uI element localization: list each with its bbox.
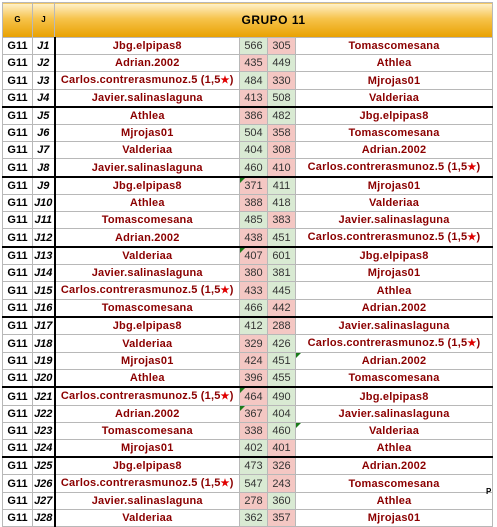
star-icon: ★: [467, 232, 477, 243]
away-score-cell[interactable]: 360: [268, 493, 296, 510]
match-row: [3, 317, 493, 335]
match-row: [3, 90, 493, 108]
away-score-cell[interactable]: 445: [268, 282, 296, 300]
group-cell[interactable]: G11: [3, 72, 33, 90]
star-icon: ★: [467, 162, 477, 173]
home-team-cell[interactable]: Valderiaa: [55, 510, 240, 527]
round-cell[interactable]: J10: [33, 195, 55, 212]
home-team-cell[interactable]: Adrian.2002: [55, 406, 240, 423]
away-team-cell[interactable]: Athlea: [296, 493, 493, 510]
match-row: [3, 300, 493, 318]
round-cell[interactable]: J27: [33, 493, 55, 510]
away-team-cell[interactable]: Adrian.2002: [296, 300, 493, 318]
match-row: [3, 335, 493, 353]
home-score-cell[interactable]: 547: [240, 475, 268, 493]
away-score-cell[interactable]: 401: [268, 440, 296, 458]
home-score-cell[interactable]: 388: [240, 195, 268, 212]
away-score-cell[interactable]: 490: [268, 387, 296, 406]
match-row: [3, 265, 493, 282]
match-row: [3, 387, 493, 406]
match-row: [3, 457, 493, 475]
home-team-cell[interactable]: Javier.salinaslaguna: [55, 493, 240, 510]
home-score-cell[interactable]: 396: [240, 370, 268, 388]
away-team-cell[interactable]: Mjrojas01: [296, 72, 493, 90]
away-team-cell[interactable]: Jbg.elpipas8: [296, 107, 493, 125]
match-row: [3, 282, 493, 300]
away-score-cell[interactable]: 358: [268, 125, 296, 142]
match-row: [3, 493, 493, 510]
away-score-cell[interactable]: 449: [268, 55, 296, 72]
round-cell[interactable]: J11: [33, 212, 55, 229]
home-team-cell[interactable]: Carlos.contrerasmunoz.5 (1,5★): [55, 475, 240, 493]
home-score-cell[interactable]: 412: [240, 317, 268, 335]
match-row: [3, 247, 493, 265]
away-score-cell[interactable]: 308: [268, 142, 296, 159]
round-cell[interactable]: J20: [33, 370, 55, 388]
round-cell[interactable]: J28: [33, 510, 55, 527]
match-row: [3, 38, 493, 55]
round-cell[interactable]: J8: [33, 159, 55, 178]
home-team-cell[interactable]: Jbg.elpipas8: [55, 38, 240, 55]
away-score-cell[interactable]: 455: [268, 370, 296, 388]
match-row: [3, 177, 493, 195]
home-team-cell[interactable]: Tomascomesana: [55, 423, 240, 440]
header-row: [3, 3, 493, 38]
home-team-cell[interactable]: Adrian.2002: [55, 55, 240, 72]
match-row: [3, 125, 493, 142]
away-score-cell[interactable]: 460: [268, 423, 296, 440]
match-rows: [3, 38, 493, 527]
match-row: [3, 229, 493, 248]
home-team-cell[interactable]: Adrian.2002: [55, 229, 240, 248]
home-team-cell[interactable]: Valderiaa: [55, 142, 240, 159]
round-cell[interactable]: J6: [33, 125, 55, 142]
round-cell[interactable]: J16: [33, 300, 55, 318]
home-team-cell[interactable]: Jbg.elpipas8: [55, 317, 240, 335]
home-score-cell[interactable]: 433: [240, 282, 268, 300]
star-icon: ★: [220, 391, 230, 402]
away-team-cell[interactable]: Carlos.contrerasmunoz.5 (1,5★): [296, 159, 493, 178]
home-team-cell[interactable]: Javier.salinaslaguna: [55, 159, 240, 178]
home-team-cell[interactable]: Carlos.contrerasmunoz.5 (1,5★): [55, 387, 240, 406]
group-cell[interactable]: G11: [3, 212, 33, 229]
match-row: [3, 55, 493, 72]
home-score-cell[interactable]: 329: [240, 335, 268, 353]
home-score-cell[interactable]: 504: [240, 125, 268, 142]
match-row: [3, 195, 493, 212]
home-score-cell[interactable]: 438: [240, 229, 268, 248]
home-score-cell[interactable]: 367: [240, 406, 268, 423]
round-cell[interactable]: J2: [33, 55, 55, 72]
away-score-cell[interactable]: 426: [268, 335, 296, 353]
home-score-cell[interactable]: 466: [240, 300, 268, 318]
home-score-cell[interactable]: 485: [240, 212, 268, 229]
home-team-cell[interactable]: Valderiaa: [55, 335, 240, 353]
match-row: [3, 423, 493, 440]
round-cell[interactable]: J22: [33, 406, 55, 423]
round-cell[interactable]: J14: [33, 265, 55, 282]
home-score-cell[interactable]: 402: [240, 440, 268, 458]
home-score-cell[interactable]: 424: [240, 353, 268, 370]
round-cell[interactable]: J13: [33, 247, 55, 265]
group-cell[interactable]: G11: [3, 370, 33, 388]
home-score-cell[interactable]: 371: [240, 177, 268, 195]
away-team-cell[interactable]: Adrian.2002: [296, 353, 493, 370]
group-cell[interactable]: G11: [3, 406, 33, 423]
group-cell[interactable]: G11: [3, 282, 33, 300]
away-score-cell[interactable]: 381: [268, 265, 296, 282]
round-cell[interactable]: J7: [33, 142, 55, 159]
group-cell[interactable]: G11: [3, 387, 33, 406]
away-team-cell[interactable]: Jbg.elpipas8: [296, 387, 493, 406]
home-team-cell[interactable]: Mjrojas01: [55, 440, 240, 458]
match-row: [3, 510, 493, 527]
group-cell[interactable]: G11: [3, 510, 33, 527]
round-cell[interactable]: J24: [33, 440, 55, 458]
match-row: [3, 406, 493, 423]
group-cell[interactable]: G11: [3, 195, 33, 212]
home-score-cell[interactable]: 435: [240, 55, 268, 72]
group-cell[interactable]: G11: [3, 335, 33, 353]
group-cell[interactable]: G11: [3, 107, 33, 125]
match-row: [3, 440, 493, 458]
match-row: [3, 370, 493, 388]
home-team-cell[interactable]: Tomascomesana: [55, 212, 240, 229]
side-label: P: [486, 487, 492, 496]
home-team-cell[interactable]: Athlea: [55, 370, 240, 388]
group-cell[interactable]: G11: [3, 317, 33, 335]
round-cell[interactable]: J1: [33, 38, 55, 55]
home-team-cell[interactable]: Jbg.elpipas8: [55, 457, 240, 475]
home-team-cell[interactable]: Athlea: [55, 107, 240, 125]
group-cell[interactable]: G11: [3, 90, 33, 108]
home-score-cell[interactable]: 380: [240, 265, 268, 282]
home-team-cell[interactable]: Carlos.contrerasmunoz.5 (1,5★): [55, 282, 240, 300]
round-cell[interactable]: J18: [33, 335, 55, 353]
star-icon: ★: [467, 338, 477, 349]
home-score-cell[interactable]: 362: [240, 510, 268, 527]
away-team-cell[interactable]: Tomascomesana: [296, 475, 493, 493]
home-team-cell[interactable]: Carlos.contrerasmunoz.5 (1,5★): [55, 72, 240, 90]
away-score-cell[interactable]: 418: [268, 195, 296, 212]
group-cell[interactable]: G11: [3, 247, 33, 265]
header-j[interactable]: J: [33, 3, 55, 38]
away-score-cell[interactable]: 326: [268, 457, 296, 475]
home-score-cell[interactable]: 460: [240, 159, 268, 178]
group-cell[interactable]: G11: [3, 229, 33, 248]
home-team-cell[interactable]: Mjrojas01: [55, 125, 240, 142]
group-cell[interactable]: G11: [3, 457, 33, 475]
away-team-cell[interactable]: Jbg.elpipas8: [296, 247, 493, 265]
group-cell[interactable]: G11: [3, 38, 33, 55]
match-row: [3, 72, 493, 90]
home-score-cell[interactable]: 473: [240, 457, 268, 475]
away-team-cell[interactable]: Javier.salinaslaguna: [296, 406, 493, 423]
group-cell[interactable]: G11: [3, 353, 33, 370]
home-team-cell[interactable]: Jbg.elpipas8: [55, 177, 240, 195]
away-team-cell[interactable]: Mjrojas01: [296, 510, 493, 527]
away-score-cell[interactable]: 451: [268, 353, 296, 370]
round-cell[interactable]: J23: [33, 423, 55, 440]
match-row: [3, 107, 493, 125]
round-cell[interactable]: J12: [33, 229, 55, 248]
star-icon: ★: [220, 285, 230, 296]
home-team-cell[interactable]: Valderiaa: [55, 247, 240, 265]
round-cell[interactable]: J26: [33, 475, 55, 493]
group-cell[interactable]: G11: [3, 440, 33, 458]
header-g[interactable]: G: [3, 3, 33, 38]
home-score-cell[interactable]: 278: [240, 493, 268, 510]
away-score-cell[interactable]: 411: [268, 177, 296, 195]
home-score-cell[interactable]: 338: [240, 423, 268, 440]
away-score-cell[interactable]: 288: [268, 317, 296, 335]
away-score-cell[interactable]: 508: [268, 90, 296, 108]
away-score-cell[interactable]: 383: [268, 212, 296, 229]
away-score-cell[interactable]: 404: [268, 406, 296, 423]
round-cell[interactable]: J3: [33, 72, 55, 90]
home-team-cell[interactable]: Tomascomesana: [55, 300, 240, 318]
away-team-cell[interactable]: Javier.salinaslaguna: [296, 317, 493, 335]
group-cell[interactable]: G11: [3, 423, 33, 440]
away-team-cell[interactable]: Carlos.contrerasmunoz.5 (1,5★): [296, 335, 493, 353]
round-cell[interactable]: J15: [33, 282, 55, 300]
away-score-cell[interactable]: 601: [268, 247, 296, 265]
away-team-cell[interactable]: Athlea: [296, 55, 493, 72]
away-score-cell[interactable]: 357: [268, 510, 296, 527]
group-table: [2, 2, 493, 527]
home-score-cell[interactable]: 464: [240, 387, 268, 406]
home-score-cell[interactable]: 386: [240, 107, 268, 125]
group-cell[interactable]: G11: [3, 142, 33, 159]
group-cell[interactable]: G11: [3, 265, 33, 282]
away-team-cell[interactable]: Tomascomesana: [296, 38, 493, 55]
home-team-cell[interactable]: Mjrojas01: [55, 353, 240, 370]
group-cell[interactable]: G11: [3, 55, 33, 72]
away-team-cell[interactable]: Mjrojas01: [296, 177, 493, 195]
group-cell[interactable]: G11: [3, 125, 33, 142]
round-cell[interactable]: J25: [33, 457, 55, 475]
home-score-cell[interactable]: 566: [240, 38, 268, 55]
round-cell[interactable]: J21: [33, 387, 55, 406]
away-team-cell[interactable]: Javier.salinaslaguna: [296, 212, 493, 229]
away-score-cell[interactable]: 482: [268, 107, 296, 125]
home-score-cell[interactable]: 413: [240, 90, 268, 108]
away-team-cell[interactable]: Tomascomesana: [296, 125, 493, 142]
away-team-cell[interactable]: Valderiaa: [296, 423, 493, 440]
away-score-cell[interactable]: 243: [268, 475, 296, 493]
home-score-cell[interactable]: 484: [240, 72, 268, 90]
group-cell[interactable]: G11: [3, 177, 33, 195]
round-cell[interactable]: J19: [33, 353, 55, 370]
home-team-cell[interactable]: Athlea: [55, 195, 240, 212]
away-score-cell[interactable]: 451: [268, 229, 296, 248]
star-icon: ★: [220, 75, 230, 86]
away-score-cell[interactable]: 305: [268, 38, 296, 55]
round-cell[interactable]: J4: [33, 90, 55, 108]
group-cell[interactable]: G11: [3, 300, 33, 318]
away-team-cell[interactable]: Athlea: [296, 440, 493, 458]
match-row: [3, 475, 493, 493]
round-cell[interactable]: J17: [33, 317, 55, 335]
match-row: [3, 142, 493, 159]
away-team-cell[interactable]: Tomascomesana: [296, 370, 493, 388]
away-score-cell[interactable]: 410: [268, 159, 296, 178]
away-team-cell[interactable]: Athlea: [296, 282, 493, 300]
home-score-cell[interactable]: 407: [240, 247, 268, 265]
away-team-cell[interactable]: Adrian.2002: [296, 457, 493, 475]
home-score-cell[interactable]: 404: [240, 142, 268, 159]
away-team-cell[interactable]: Valderiaa: [296, 90, 493, 108]
group-cell[interactable]: G11: [3, 159, 33, 178]
away-team-cell[interactable]: Mjrojas01: [296, 265, 493, 282]
match-row: [3, 212, 493, 229]
away-score-cell[interactable]: 442: [268, 300, 296, 318]
round-cell[interactable]: J9: [33, 177, 55, 195]
group-cell[interactable]: G11: [3, 475, 33, 493]
away-team-cell[interactable]: Valderiaa: [296, 195, 493, 212]
group-cell[interactable]: G11: [3, 493, 33, 510]
away-team-cell[interactable]: Adrian.2002: [296, 142, 493, 159]
group-title[interactable]: GRUPO 11: [55, 3, 493, 38]
match-row: [3, 159, 493, 178]
round-cell[interactable]: J5: [33, 107, 55, 125]
home-team-cell[interactable]: Javier.salinaslaguna: [55, 90, 240, 108]
away-score-cell[interactable]: 330: [268, 72, 296, 90]
home-team-cell[interactable]: Javier.salinaslaguna: [55, 265, 240, 282]
match-row: [3, 353, 493, 370]
star-icon: ★: [220, 478, 230, 489]
away-team-cell[interactable]: Carlos.contrerasmunoz.5 (1,5★): [296, 229, 493, 248]
